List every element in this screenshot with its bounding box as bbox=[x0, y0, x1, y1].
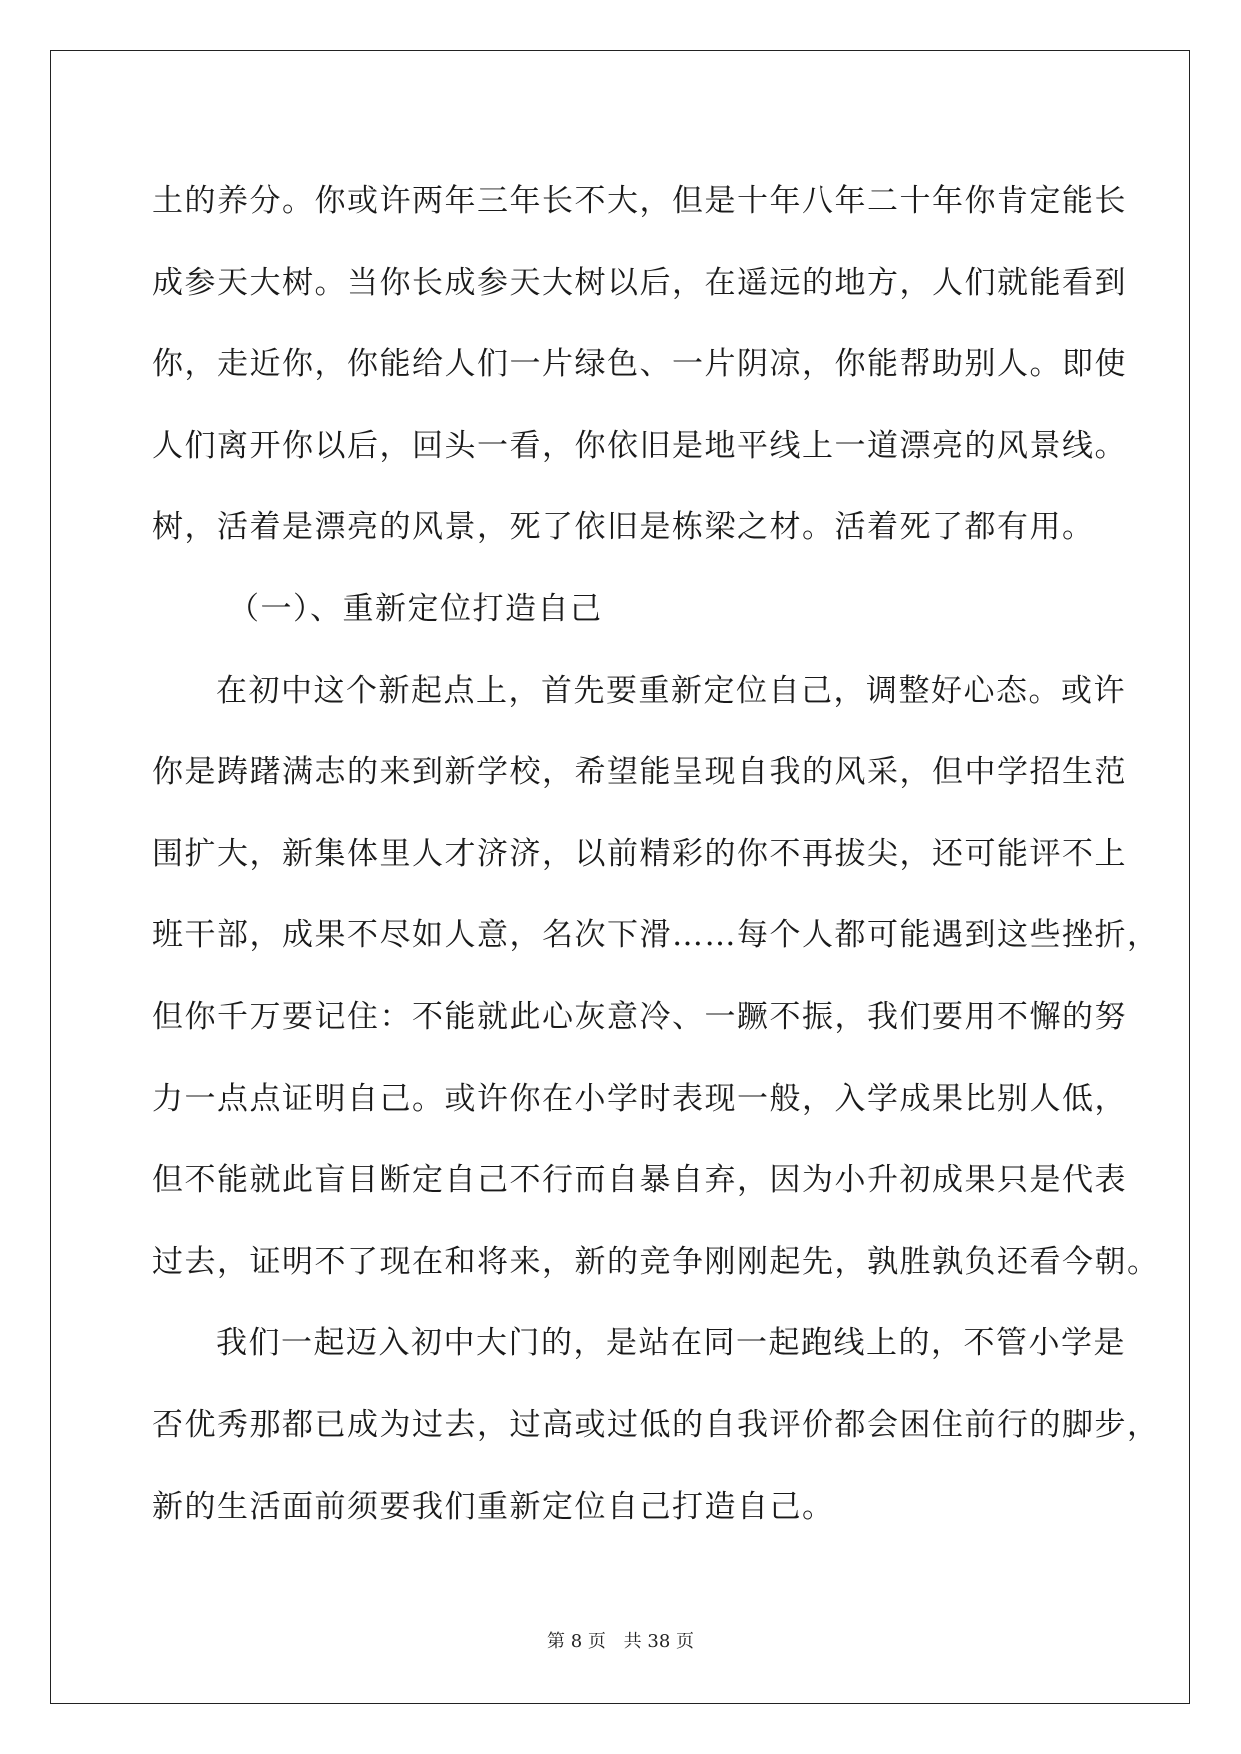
paragraph-line: 力一点点证明自己。或许你在小学时表现一般，入学成果比别人低， bbox=[152, 1080, 1127, 1117]
paragraph-line: 土的养分。你或许两年三年长不大，但是十年八年二十年你肯定能长 bbox=[152, 183, 1127, 219]
paragraph-line: 新的生活面前须要我们重新定位自己打造自己。 bbox=[152, 1488, 835, 1525]
document-body bbox=[152, 161, 1160, 1548]
paragraph-line: 人们离开你以后，回头一看，你依旧是地平线上一道漂亮的风景线。 bbox=[152, 427, 1127, 464]
paragraph-line: 否优秀那都已成为过去，过高或过低的自我评价都会困住前行的脚步， bbox=[152, 1406, 1160, 1443]
paragraph-line: 你，走近你，你能给人们一片绿色、一片阴凉，你能帮助别人。即使 bbox=[152, 346, 1127, 383]
page-footer bbox=[0, 1627, 1241, 1653]
paragraph-line: 我们一起迈入初中大门的，是站在同一起跑线上的，不管小学是 bbox=[216, 1325, 1126, 1362]
paragraph-line: 但不能就此盲目断定自己不行而自暴自弃，因为小升初成果只是代表 bbox=[152, 1162, 1127, 1199]
paragraph-line: 你是踌躇满志的来到新学校，希望能呈现自我的风采，但中学招生范 bbox=[152, 754, 1127, 791]
paragraph-line: 班干部，成果不尽如人意，名次下滑……每个人都可能遇到这些挫折， bbox=[152, 917, 1160, 954]
paragraph-line: 围扩大，新集体里人才济济，以前精彩的你不再拔尖，还可能评不上 bbox=[152, 835, 1127, 872]
page-total: 共 38 页 bbox=[623, 1631, 694, 1652]
paragraph-line: 但你千万要记住：不能就此心灰意冷、一蹶不振，我们要用不懈的努 bbox=[152, 998, 1127, 1035]
paragraph-line: 过去，证明不了现在和将来，新的竞争刚刚起先，孰胜孰负还看今朝。 bbox=[152, 1243, 1160, 1280]
paragraph-line: 成参天大树。当你长成参天大树以后，在遥远的地方，人们就能看到 bbox=[152, 264, 1127, 301]
section-heading: （一）、重新定位打造自己 bbox=[228, 590, 603, 627]
paragraph-line: 树，活着是漂亮的风景，死了依旧是栋梁之材。活着死了都有用。 bbox=[152, 509, 1095, 546]
paragraph-line: 在初中这个新起点上，首先要重新定位自己，调整好心态。或许 bbox=[216, 672, 1126, 709]
page-number: 第 8 页 bbox=[547, 1631, 606, 1652]
